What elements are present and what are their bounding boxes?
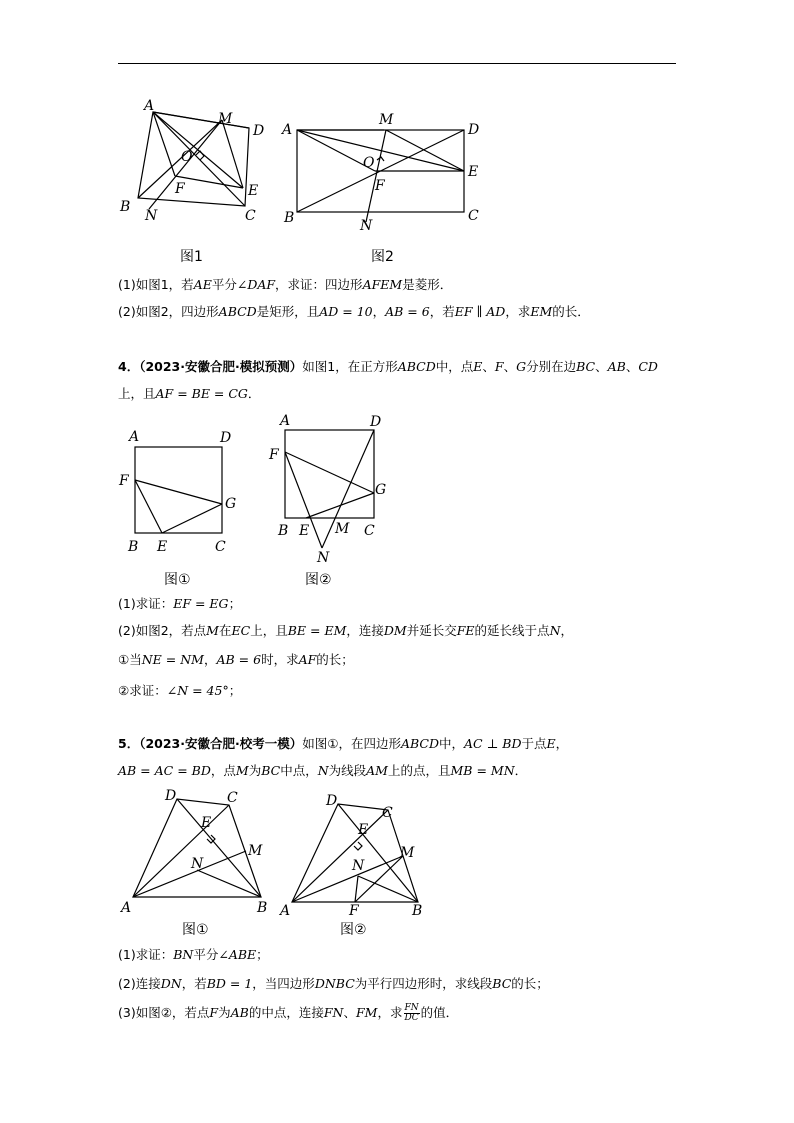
problem4-part2b: ②求证：∠N = 45°； — [118, 683, 242, 698]
label-D: D — [253, 123, 265, 139]
label-A: A — [280, 413, 291, 429]
label-C: C — [215, 539, 226, 555]
label-B: B — [120, 199, 131, 215]
problem4-part2a: ①当NE = NM，AB = 6时，求AF的长； — [118, 652, 354, 667]
label-D: D — [370, 414, 382, 430]
problem5-stem-line1: 5．（2023·安徽合肥·校考一模）如图①，在四边形ABCD中，AC ⊥ BD于点E， — [118, 736, 569, 751]
problem4-figure-1 — [115, 425, 245, 560]
label-N: N — [191, 856, 204, 872]
label-N: N — [360, 218, 373, 234]
problem3-figure-2-caption: 图2 — [371, 249, 394, 265]
label-E: E — [468, 164, 479, 180]
label-C: C — [468, 208, 479, 224]
label-C: C — [364, 523, 375, 539]
problem4-figure-2 — [262, 410, 402, 568]
label-D: D — [220, 430, 232, 446]
label-N: N — [145, 208, 158, 224]
label-A: A — [282, 122, 293, 138]
label-A: A — [280, 903, 291, 919]
label-B: B — [278, 523, 289, 539]
label-F: F — [349, 903, 359, 919]
label-D: D — [165, 788, 177, 804]
label-F: F — [175, 181, 185, 197]
problem5-figure-1-caption: 图① — [182, 922, 209, 938]
problem4-stem-line2: 上，且AF = BE = CG． — [118, 386, 261, 401]
label-F: F — [119, 473, 129, 489]
label-G: G — [375, 482, 387, 498]
header-rule — [118, 63, 676, 64]
label-O: O — [181, 149, 193, 165]
label-D: D — [468, 122, 480, 138]
label-O: O — [363, 155, 375, 171]
label-M: M — [218, 111, 233, 127]
label-M: M — [379, 112, 394, 128]
label-E: E — [201, 815, 212, 831]
problem3-figure-1 — [110, 92, 280, 232]
problem3-part2: (2)如图2，四边形ABCD是矩形，且AD = 10，AB = 6，若EF ∥ AD，求EM的长． — [118, 304, 590, 319]
problem4-part1: (1)求证：EF = EG； — [118, 596, 242, 611]
label-A: A — [129, 429, 140, 445]
problem4-figure-2-caption: 图② — [305, 572, 332, 588]
label-A: A — [121, 900, 132, 916]
label-F: F — [269, 447, 279, 463]
problem4-part2: (2)如图2，若点M在EC上，且BE = EM，连接DM并延长交FE的延长线于点N， — [118, 623, 574, 638]
label-G: G — [225, 496, 237, 512]
label-E: E — [358, 822, 369, 838]
problem3-part1: (1)如图1，若AE平分∠DAF，求证：四边形AFEM是菱形． — [118, 277, 453, 292]
problem5-part3: (3)如图②，若点F为AB的中点，连接FN、FM，求 $\frac{FN}{DC}$ 的值． — [118, 1003, 459, 1023]
problem4-figure-1-caption: 图① — [164, 572, 191, 588]
label-M: M — [400, 845, 415, 861]
label-N: N — [317, 550, 330, 566]
label-F: F — [375, 178, 385, 194]
problem5-figure-2 — [278, 790, 443, 920]
label-E: E — [248, 183, 259, 199]
fraction-fn-over-dc: $\frac{FN}{DC}$ — [404, 1003, 419, 1023]
problem3-figure-2 — [280, 110, 490, 235]
label-M: M — [335, 521, 350, 537]
label-B: B — [257, 900, 268, 916]
label-B: B — [284, 210, 295, 226]
label-C: C — [245, 208, 256, 224]
problem3-figure-1-caption: 图1 — [180, 249, 203, 265]
problem5-stem-line2: AB = AC = BD，点M为BC中点，N为线段AM上的点，且MB = MN． — [118, 763, 528, 778]
label-C: C — [227, 790, 238, 806]
label-D: D — [326, 793, 338, 809]
problem5-part2: (2)连接DN，若BD = 1，当四边形DNBC为平行四边形时，求线段BC的长； — [118, 976, 549, 991]
label-B: B — [128, 539, 139, 555]
label-E: E — [299, 523, 310, 539]
problem5-figure-1 — [115, 785, 280, 920]
label-B: B — [412, 903, 423, 919]
problem4-stem-line1: 4．（2023·安徽合肥·模拟预测）如图1，在正方形ABCD中，点E、F、G分别在边BC、AB、CD — [118, 359, 658, 374]
label-A: A — [144, 98, 155, 114]
label-C: C — [382, 805, 393, 821]
problem5-figure-2-caption: 图② — [340, 922, 367, 938]
label-M: M — [248, 843, 263, 859]
problem5-part1: (1)求证：BN平分∠ABE； — [118, 947, 269, 962]
label-N: N — [352, 858, 365, 874]
label-E: E — [157, 539, 168, 555]
